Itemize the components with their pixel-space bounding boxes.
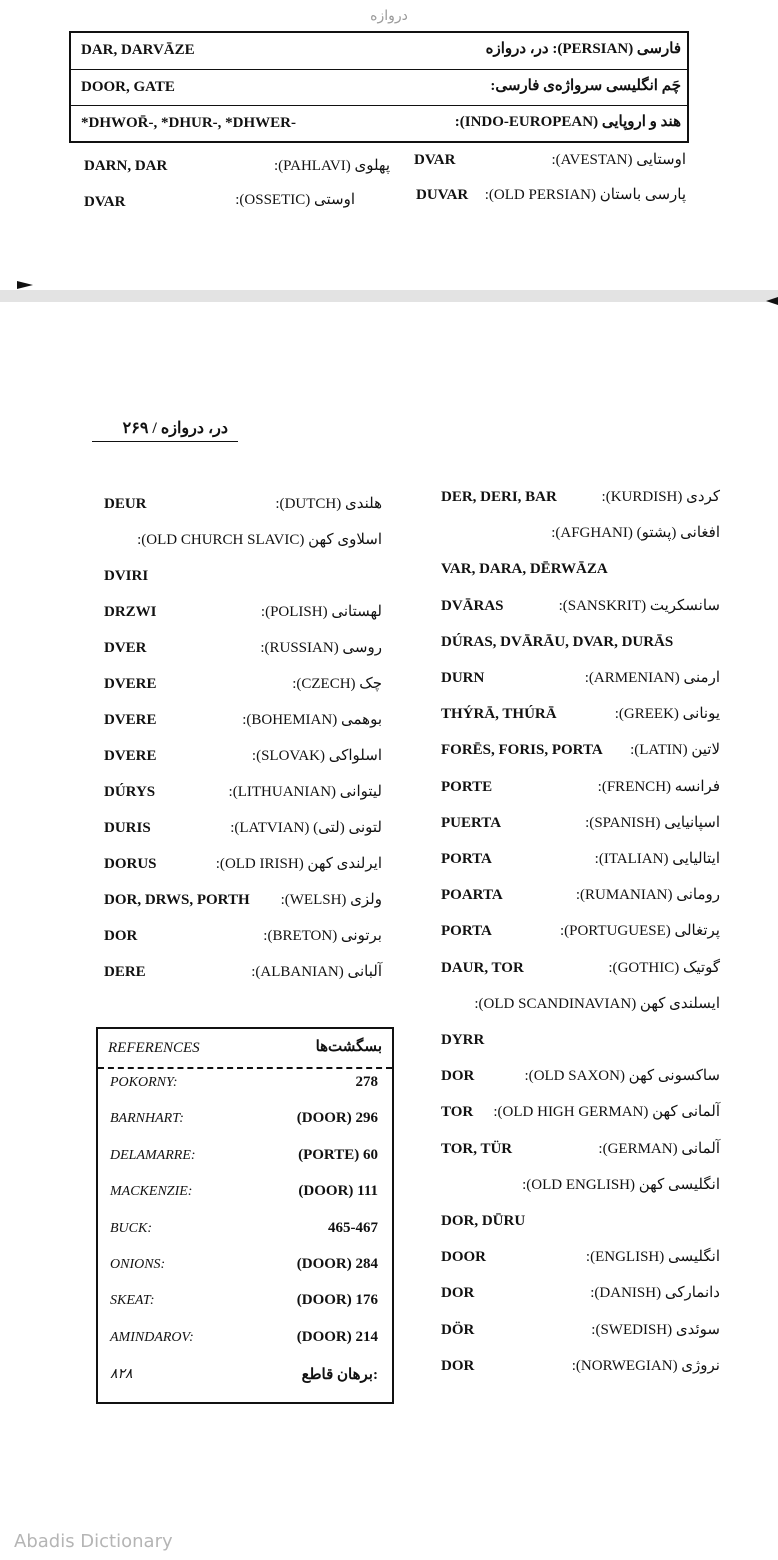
entry-language: پارسی باستان (OLD PERSIAN): <box>484 187 686 203</box>
page-turn-arrow-icon <box>766 297 778 305</box>
page-turn-arrow-icon <box>17 281 33 289</box>
entry-value: TOR, TÜR <box>441 1140 513 1157</box>
entry-language: برتونی (BRETON): <box>263 928 382 944</box>
reference-value: (DOOR) 214 <box>296 1328 378 1345</box>
entry-value: DRZWI <box>104 604 157 620</box>
entry-language: فرانسه (FRENCH): <box>597 778 720 795</box>
entry-value: DVER <box>104 640 147 656</box>
entry-value: DOR <box>104 928 138 944</box>
entry-value: DVIRI <box>104 568 149 584</box>
reference-row <box>98 1251 392 1281</box>
entry-value: DVĀRAS <box>441 597 504 614</box>
reference-value: 278 <box>355 1074 378 1090</box>
references-title: REFERENCES <box>108 1040 200 1056</box>
top-box-value: DOOR, GATE <box>81 79 175 95</box>
entry-language: کردی (KURDISH): <box>601 489 720 505</box>
reference-value: (DOOR) 296 <box>296 1110 378 1127</box>
reference-source: POKORNY: <box>110 1075 178 1090</box>
entry-language: ارمنی (ARMENIAN): <box>584 670 720 686</box>
entry-language: آلمانی کهن (OLD HIGH GERMAN): <box>493 1104 720 1121</box>
entry-language: ایرلندی کهن (OLD IRISH): <box>215 856 382 872</box>
entry-value: DURN <box>441 670 485 686</box>
entry-language: اسلاوی کهن (OLD CHURCH SLAVIC): <box>137 532 382 548</box>
entry-value: DOR, DŪRU <box>441 1213 526 1229</box>
entry-value: DVERE <box>104 712 157 728</box>
entry-value: DOR, DRWS, PORTH <box>104 892 250 908</box>
entry-value: DÚRAS, DVĀRĀU, DVAR, DURĀS <box>441 633 674 650</box>
entry-language: دانمارکی (DANISH): <box>590 1285 720 1302</box>
entry-language: لیتوانی (LITHUANIAN): <box>228 784 382 800</box>
entry-language: آلمانی (GERMAN): <box>598 1140 720 1157</box>
site-watermark: Abadis Dictionary <box>14 1531 173 1552</box>
entry-language: اوستی (OSSETIC): <box>235 192 355 208</box>
entry-language: اسپانیایی (SPANISH): <box>585 814 720 831</box>
page-divider <box>0 290 778 302</box>
entry-value: PORTE <box>441 778 493 795</box>
entry-value: DOOR <box>441 1249 486 1266</box>
reference-row <box>98 1324 392 1354</box>
top-etymology-box <box>69 31 689 143</box>
entry-value: DVERE <box>104 748 157 764</box>
reference-source: BARNHART: <box>110 1111 184 1127</box>
entry-language: اسلواکی (SLOVAK): <box>251 748 382 764</box>
entry-language: بوهمی (BOHEMIAN): <box>242 712 382 728</box>
entry-value: PORTA <box>441 923 492 940</box>
top-box-language: هند و اروپایی (INDO-EUROPEAN): <box>454 114 681 130</box>
entry-value: DORUS <box>104 856 157 872</box>
reference-source: DELAMARRE: <box>110 1147 196 1163</box>
reference-source: AMINDAROV: <box>110 1329 194 1345</box>
entry-value: DOR <box>441 1068 475 1085</box>
entry-value: DERE <box>104 964 146 980</box>
entry-language: ولزی (WELSH): <box>280 892 382 908</box>
entry-value: DÖR <box>441 1321 475 1338</box>
entry-language: نروژی (NORWEGIAN): <box>571 1357 720 1374</box>
entry-value: PORTA <box>441 851 492 867</box>
entry-language: رومانی (RUMANIAN): <box>575 887 720 904</box>
top-box-language: فارسی (PERSIAN): در، دروازه <box>485 41 681 57</box>
entry-language: چک (CZECH): <box>292 676 382 692</box>
entry-language: یونانی (GREEK): <box>614 706 720 723</box>
reference-row <box>98 1142 392 1172</box>
entry-value: DOR <box>441 1357 475 1374</box>
entry-value: DVAR <box>84 194 126 210</box>
entry-language: گوتیک (GOTHIC): <box>608 959 720 976</box>
reference-row <box>98 1360 392 1390</box>
references-box <box>96 1027 394 1404</box>
top-box-row <box>71 105 687 141</box>
reference-source: ۸۲۸ <box>110 1367 133 1383</box>
reference-value: (DOOR) 176 <box>296 1292 378 1309</box>
entry-value: DARN, DAR <box>84 158 168 174</box>
top-box-row <box>71 69 687 105</box>
entry-value: VAR, DARA, DĒRWĀZA <box>441 561 608 578</box>
entry-value: PUERTA <box>441 814 502 831</box>
reference-value: (PORTE) 60 <box>298 1146 378 1163</box>
top-box-value: *DHWOR̄-, *DHUR-, *DHWER- <box>81 115 296 131</box>
reference-value: 465-467 <box>328 1219 378 1236</box>
entry-value: DEUR <box>104 496 147 512</box>
entry-value: THÝRĀ, THÚRĀ <box>441 706 557 723</box>
entry-language: انگلیسی (ENGLISH): <box>585 1249 720 1266</box>
top-box-language: چَم انگلیسی سرواژه‌ی فارسی: <box>490 78 681 94</box>
entry-language: ایسلندی کهن (OLD SCANDINAVIAN): <box>474 995 720 1012</box>
reference-source: ONIONS: <box>110 1257 166 1272</box>
reference-row <box>98 1069 392 1099</box>
entry-value: DVERE <box>104 676 157 692</box>
entry-value: DAUR, TOR <box>441 959 524 976</box>
reference-row <box>98 1178 392 1208</box>
entry-value: DÚRYS <box>104 784 156 800</box>
reference-source: BUCK: <box>110 1220 152 1236</box>
entry-value: DOR <box>441 1285 475 1302</box>
entry-language: روسی (RUSSIAN): <box>260 640 382 656</box>
entry-value: TOR <box>441 1104 474 1121</box>
entry-language: انگلیسی کهن (OLD ENGLISH): <box>522 1176 720 1193</box>
entry-value: FORĒS, FORIS, PORTA <box>441 742 603 759</box>
entry-language: اوستایی (AVESTAN): <box>551 152 686 168</box>
top-box-value: DAR, DARVĀZE <box>81 42 195 58</box>
entry-language: پهلوی (PAHLAVI): <box>274 158 390 174</box>
entry-language: لتونی (لتی) (LATVIAN): <box>230 820 382 836</box>
entry-language: هلندی (DUTCH): <box>275 496 382 512</box>
entry-value: DUVAR <box>416 187 469 203</box>
reference-row <box>98 1215 392 1245</box>
reference-value: (DOOR) 284 <box>296 1256 378 1272</box>
references-header <box>98 1029 392 1069</box>
entry-language: ایتالیایی (ITALIAN): <box>594 851 720 867</box>
page-header: در، دروازه / ۲۶۹ <box>92 418 238 442</box>
entry-value: DURIS <box>104 820 151 836</box>
entry-value: DVAR <box>414 152 456 168</box>
page-top-label: دروازه <box>370 8 408 24</box>
entry-language: سانسکریت (SANSKRIT): <box>558 597 720 614</box>
reference-source: MACKENZIE: <box>110 1184 193 1200</box>
entry-language: لاتین (LATIN): <box>630 742 720 759</box>
reference-value: (DOOR) 111 <box>298 1183 378 1200</box>
top-box-row <box>71 33 687 68</box>
entry-language: پرتغالی (PORTUGUESE): <box>559 923 720 940</box>
entry-value: POARTA <box>441 887 503 904</box>
entry-value: DYRR <box>441 1032 485 1048</box>
entry-language: لهستانی (POLISH): <box>260 604 382 620</box>
reference-row <box>98 1287 392 1317</box>
entry-value: DER, DERI, BAR <box>441 489 557 505</box>
entry-language: ساکسونی کهن (OLD SAXON): <box>524 1068 720 1085</box>
entry-language: افغانی (پشتو) (AFGHANI): <box>551 525 720 542</box>
references-title-fa: بسگشت‌ها <box>315 1039 382 1055</box>
entry-language: آلبانی (ALBANIAN): <box>251 964 382 980</box>
reference-value: برهان قاطع: <box>301 1367 378 1384</box>
reference-source: SKEAT: <box>110 1293 155 1309</box>
reference-row <box>98 1105 392 1135</box>
entry-language: سوئدی (SWEDISH): <box>591 1321 720 1338</box>
